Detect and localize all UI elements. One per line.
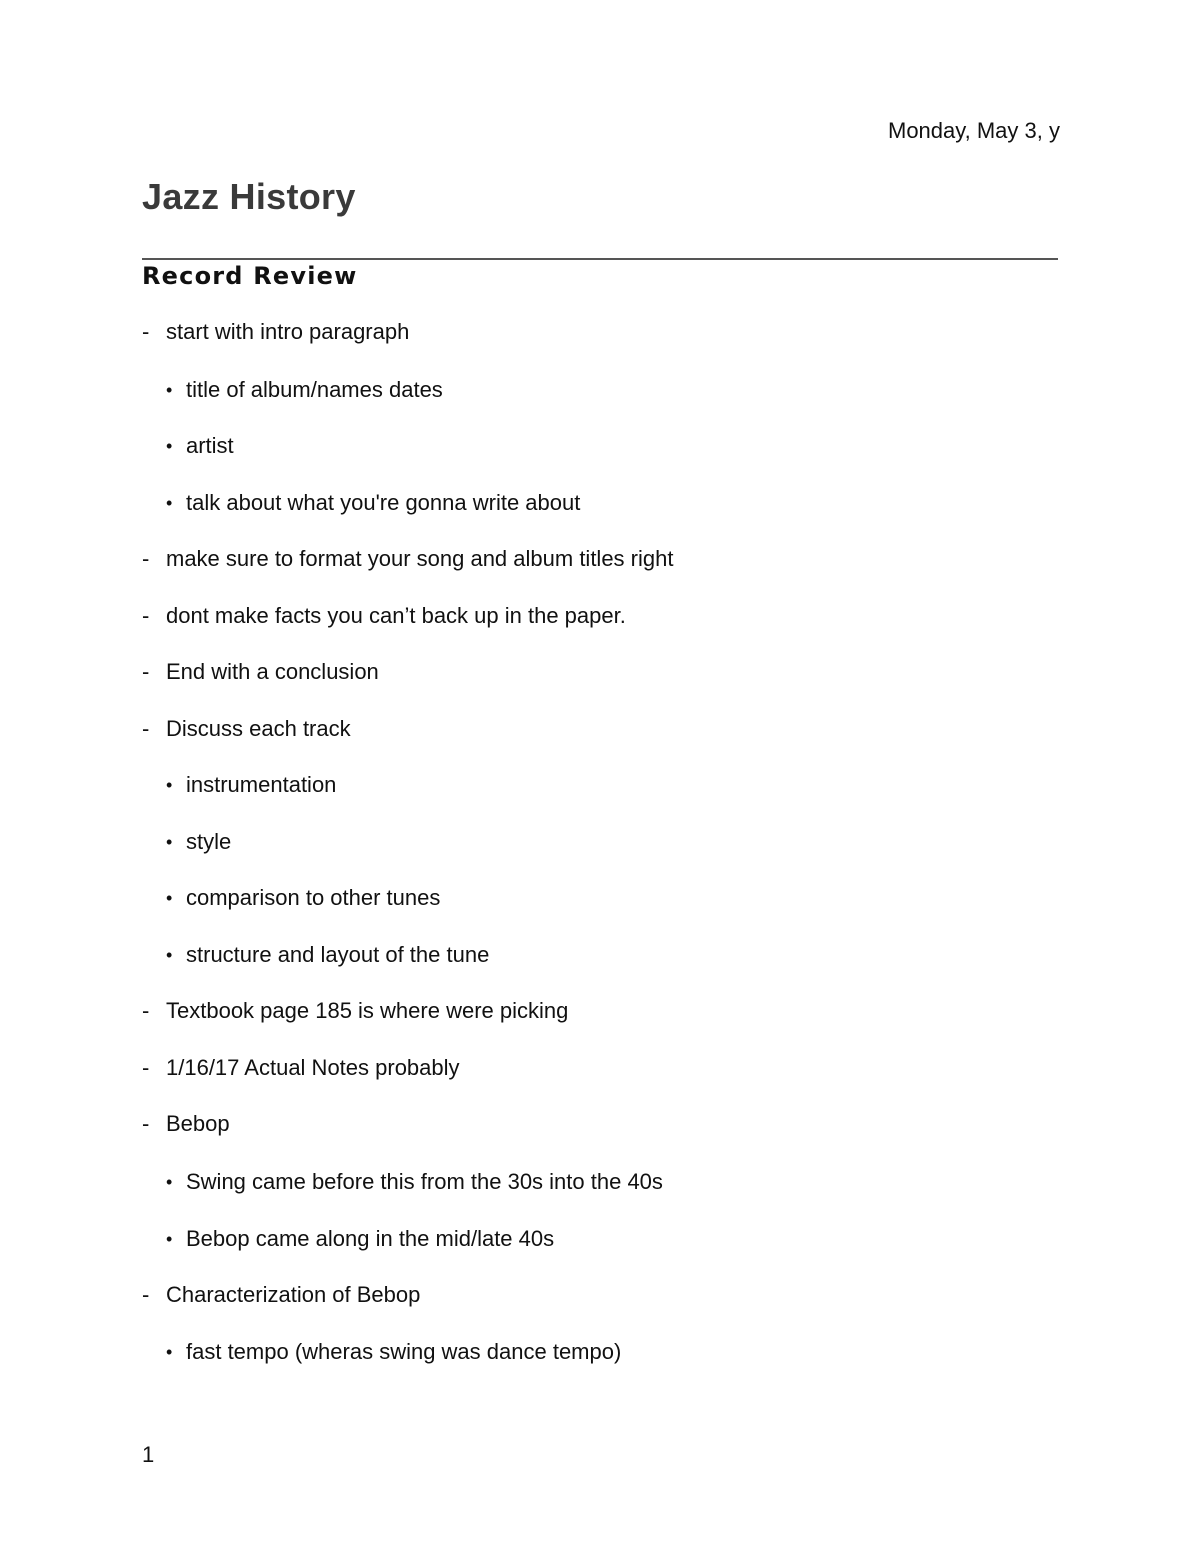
list-item-text: Characterization of Bebop — [166, 1282, 421, 1307]
bullet-marker: • — [166, 832, 173, 852]
list-item — [166, 828, 231, 856]
dash-marker: - — [142, 1111, 150, 1136]
list-item — [166, 884, 440, 912]
list-item-text: 1/16/17 Actual Notes probably — [166, 1055, 460, 1080]
list-item-text: structure and layout of the tune — [186, 942, 490, 967]
list-item-text: Textbook page 185 is where were picking — [166, 998, 569, 1023]
list-item-text: Discuss each track — [166, 716, 351, 741]
list-item — [142, 1110, 230, 1138]
section-heading: Record Review — [142, 262, 358, 290]
list-item-text: make sure to format your song and album titles right — [166, 546, 674, 571]
list-item-text: comparison to other tunes — [186, 885, 441, 910]
list-item — [142, 318, 409, 346]
bullet-marker: • — [166, 380, 173, 400]
list-item-text: style — [186, 829, 232, 854]
bullet-marker: • — [166, 493, 173, 513]
dash-marker: - — [142, 1282, 150, 1307]
list-item-text: talk about what you're gonna write about — [186, 490, 581, 515]
dash-marker: - — [142, 659, 150, 684]
list-item-text: End with a conclusion — [166, 659, 379, 684]
list-item — [166, 771, 336, 799]
list-item — [166, 489, 580, 517]
list-item — [166, 1168, 663, 1196]
bullet-marker: • — [166, 945, 173, 965]
list-item-text: Bebop — [166, 1111, 230, 1136]
list-item — [142, 602, 626, 630]
list-item-text: Swing came before this from the 30s into the 40s — [186, 1169, 663, 1194]
list-item — [142, 715, 351, 743]
list-item-text: instrumentation — [186, 772, 337, 797]
list-item-text: title of album/names dates — [186, 377, 443, 402]
dash-marker: - — [142, 603, 150, 628]
list-item-text: Bebop came along in the mid/late 40s — [186, 1226, 555, 1251]
bullet-marker: • — [166, 1229, 173, 1249]
document-date: Monday, May 3, y — [888, 118, 1060, 143]
list-item — [166, 376, 443, 404]
list-item-text: start with intro paragraph — [166, 319, 410, 344]
list-item-text: fast tempo (wheras swing was dance tempo) — [186, 1339, 622, 1364]
dash-marker: - — [142, 546, 150, 571]
page-number: 1 — [142, 1442, 155, 1467]
bullet-marker: • — [166, 1342, 173, 1362]
list-item-text: artist — [186, 433, 234, 458]
list-item — [142, 545, 673, 573]
list-item — [166, 432, 234, 460]
bullet-marker: • — [166, 888, 173, 908]
dash-marker: - — [142, 319, 150, 344]
dash-marker: - — [142, 716, 150, 741]
bullet-marker: • — [166, 1172, 173, 1192]
list-item-text: dont make facts you can’t back up in the paper. — [166, 603, 626, 628]
bullet-marker: • — [166, 436, 173, 456]
dash-marker: - — [142, 1055, 150, 1080]
dash-marker: - — [142, 998, 150, 1023]
list-item — [166, 1225, 554, 1253]
list-item — [142, 997, 568, 1025]
list-item — [142, 658, 379, 686]
list-item — [166, 1338, 621, 1366]
page-title: Jazz History — [142, 176, 356, 217]
list-item — [166, 941, 489, 969]
bullet-marker: • — [166, 775, 173, 795]
list-item — [142, 1054, 460, 1082]
list-item — [142, 1281, 420, 1309]
